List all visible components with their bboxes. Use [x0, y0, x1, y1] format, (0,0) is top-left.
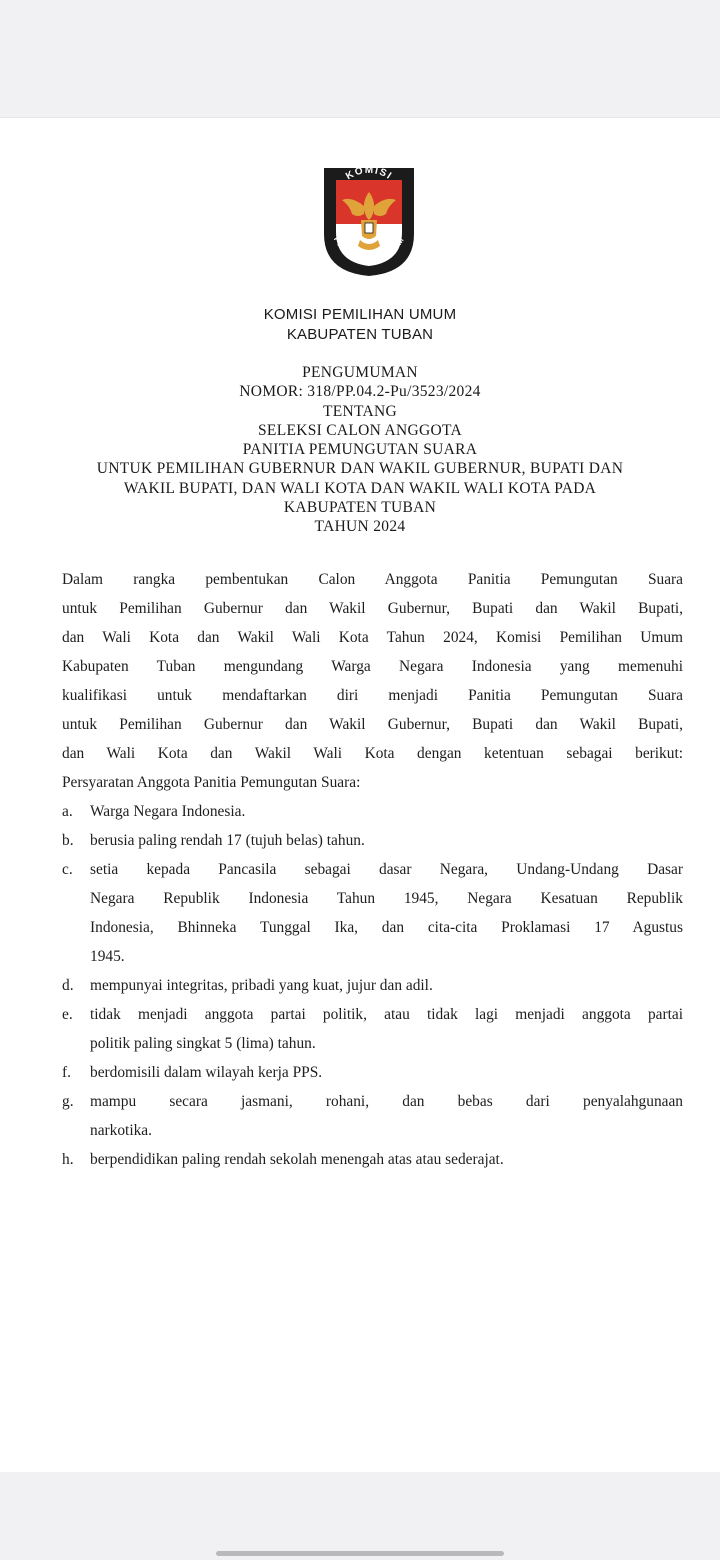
kpu-logo	[316, 162, 422, 278]
list-item-text: berdomisili dalam wilayah kerja PPS.	[90, 1064, 323, 1081]
list-item-text: berpendidikan paling rendah sekolah menengah atas atau sederajat.	[90, 1151, 504, 1168]
heading-line: UNTUK PEMILIHAN GUBERNUR DAN WAKIL GUBERNUR, BUPATI DAN	[96, 460, 624, 478]
list-item	[62, 971, 683, 1000]
top-blank-area	[0, 0, 720, 117]
list-item	[62, 1087, 683, 1145]
list-item-text: mempunyai integritas, pribadi yang kuat, jujur dan adil.	[90, 977, 433, 994]
list-item	[62, 797, 683, 826]
list-letter: g.	[62, 1093, 74, 1110]
heading-line: TAHUN 2024	[314, 518, 406, 536]
heading-line: PANITIA PEMUNGUTAN SUARA	[242, 441, 478, 459]
home-indicator[interactable]	[216, 1551, 504, 1556]
organization-line: KABUPATEN TUBAN	[286, 326, 434, 343]
intro-line: untuk Pemilihan Gubernur dan Wakil Gubernur, Bupati dan Wakil Bupati,	[62, 716, 683, 733]
list-item-text: Indonesia, Bhinneka Tunggal Ika, dan cita-cita Proklamasi 17 Agustus	[90, 919, 683, 936]
organization-line: KOMISI PEMILIHAN UMUM	[263, 306, 457, 323]
list-item-text: Negara Republik Indonesia Tahun 1945, Negara Kesatuan Republik	[90, 890, 683, 907]
list-item-text: berusia paling rendah 17 (tujuh belas) tahun.	[90, 832, 365, 849]
organization-name	[0, 305, 720, 345]
intro-line: dan Wali Kota dan Wakil Wali Kota Tahun 2024, Komisi Pemilihan Umum	[62, 629, 683, 646]
heading-line: SELEKSI CALON ANGGOTA	[258, 421, 462, 439]
intro-paragraph	[62, 565, 683, 768]
list-item-text: tidak menjadi anggota partai politik, atau tidak lagi menjadi anggota partai	[90, 1006, 683, 1023]
intro-line: Kabupaten Tuban mengundang Warga Negara Indonesia yang memenuhi	[62, 658, 683, 675]
list-item	[62, 826, 683, 855]
list-item	[62, 1000, 683, 1058]
list-letter: b.	[62, 832, 74, 849]
requirements-heading: Persyaratan Anggota Panitia Pemungutan Suara:	[62, 774, 361, 791]
list-item-text: setia kepada Pancasila sebagai dasar Negara, Undang-Undang Dasar	[90, 861, 683, 878]
list-item-text: 1945.	[90, 948, 125, 965]
intro-line: dan Wali Kota dan Wakil Wali Kota dengan ketentuan sebagai berikut:	[62, 745, 683, 762]
heading-line: WAKIL BUPATI, DAN WALI KOTA DAN WAKIL WALI KOTA PADA	[123, 479, 597, 497]
heading-line: PENGUMUMAN	[302, 364, 418, 381]
announcement-body	[62, 565, 683, 1174]
heading-line: TENTANG	[322, 402, 398, 420]
list-item	[62, 1145, 683, 1174]
list-item-text: mampu secara jasmani, rohani, dan bebas dari penyalahgunaan	[90, 1093, 683, 1110]
intro-line: kualifikasi untuk mendaftarkan diri menjadi Panitia Pemungutan Suara	[62, 687, 683, 704]
list-item	[62, 855, 683, 971]
intro-line: Dalam rangka pembentukan Calon Anggota Panitia Pemungutan Suara	[62, 571, 683, 588]
announcement-heading	[0, 363, 720, 537]
logo-text-top: KOMISI	[344, 164, 395, 183]
list-item-text: politik paling singkat 5 (lima) tahun.	[90, 1035, 316, 1052]
list-letter: a.	[62, 803, 73, 820]
intro-line: untuk Pemilihan Gubernur dan Wakil Gubernur, Bupati dan Wakil Bupati,	[62, 600, 683, 617]
bottom-blank-area	[0, 1472, 720, 1560]
list-letter: e.	[62, 1006, 73, 1023]
heading-line: KABUPATEN TUBAN	[283, 499, 437, 517]
list-letter: c.	[62, 861, 73, 878]
list-letter: d.	[62, 977, 74, 994]
requirements-list	[62, 797, 683, 1174]
list-letter: h.	[62, 1151, 74, 1168]
heading-line: NOMOR: 318/PP.04.2-Pu/3523/2024	[239, 383, 481, 401]
logo-text-bottom: PEMILIHAN UMUM	[331, 235, 407, 264]
list-item	[62, 1058, 683, 1087]
list-letter: f.	[62, 1064, 71, 1081]
list-item-text: narkotika.	[90, 1122, 152, 1139]
list-item-text: Warga Negara Indonesia.	[90, 803, 246, 820]
